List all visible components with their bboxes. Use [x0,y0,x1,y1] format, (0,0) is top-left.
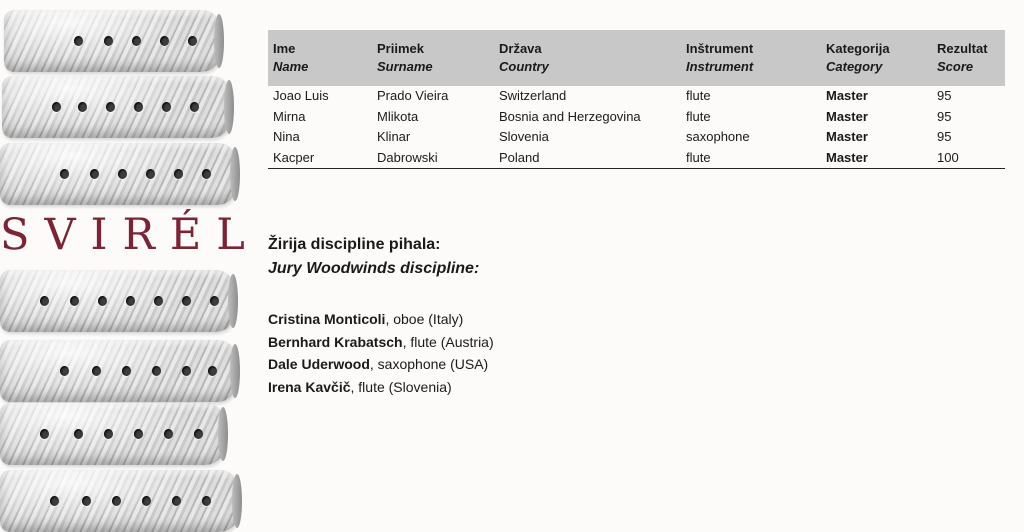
flute-hole-icon [112,496,121,506]
flute-hole-icon [182,366,191,376]
jury-section [268,233,868,398]
flute-hole-icon [152,366,161,376]
flute-hole-icon [122,366,131,376]
flute-hole-icon [164,429,173,439]
svirel-logo: SVIRÉL [0,210,260,260]
flute-hole-icon [104,429,113,439]
flute-icon [0,403,224,465]
jury-member-name: Dale Uderwood [268,356,370,372]
cell-instrument: flute [686,88,711,104]
jury-list [268,308,868,398]
cell-score: 100 [932,148,1005,169]
jury-member [268,353,868,376]
flute-icon [4,10,220,72]
flute-hole-icon [118,169,127,179]
table-row [268,107,1005,128]
header-score: Rezultat Score [932,30,1005,86]
cell-category: Master [826,88,868,104]
cell-country: Bosnia and Herzegovina [499,108,641,124]
flute-hole-icon [50,496,59,506]
flute-hole-icon [162,102,171,112]
flute-hole-icon [182,296,191,306]
table-header-row [268,30,1005,86]
jury-member [268,331,868,354]
jury-member-detail: , oboe (Italy) [385,311,464,327]
table-row [268,127,1005,148]
cell-score: 95 [937,108,952,124]
header-surname: Priimek Surname [372,30,494,86]
jury-member-detail: , saxophone (USA) [369,356,489,372]
flute-hole-icon [52,102,61,112]
flute-hole-icon [74,429,83,439]
header-name: Ime Name [268,30,372,86]
jury-title-english: Jury Woodwinds discipline: [268,260,480,277]
flute-hole-icon [98,296,107,306]
flute-hole-icon [142,496,151,506]
flute-hole-icon [106,102,115,112]
table-row [268,148,1005,169]
flute-icon [2,76,230,138]
flute-hole-icon [134,429,143,439]
cell-instrument: saxophone [686,129,750,145]
flute-hole-icon [40,296,49,306]
jury-member-name: Irena Kavčič [268,378,351,395]
flute-hole-icon [60,366,69,376]
flute-hole-icon [210,296,219,306]
flute-hole-icon [132,36,141,46]
flute-hole-icon [92,366,101,376]
decorative-sidebar [0,0,260,523]
flute-hole-icon [188,36,197,46]
cell-instrument: flute [686,108,711,124]
results-table [268,30,1005,169]
cell-name: Joao Luis [273,88,329,104]
flute-hole-icon [78,102,87,112]
jury-member-name: Cristina Monticoli [268,311,386,327]
cell-name: Mirna [273,108,306,124]
flute-hole-icon [82,496,91,506]
cell-score: 95 [937,129,952,145]
header-country: Država Country [494,30,681,86]
cell-surname: Prado Vieira [377,88,449,104]
flute-hole-icon [146,169,155,179]
cell-surname: Dabrowski [372,148,494,169]
cell-category: Master [826,129,868,145]
jury-member-detail: , flute (Slovenia) [350,378,452,395]
jury-member [268,376,868,399]
flute-icon [0,270,234,332]
cell-instrument: flute [681,148,821,169]
cell-category: Master [821,148,932,169]
header-instrument: Inštrument Instrument [681,30,821,86]
flute-hole-icon [160,36,169,46]
flute-hole-icon [134,102,143,112]
cell-country: Slovenia [499,129,549,145]
flute-hole-icon [202,496,211,506]
flute-hole-icon [190,102,199,112]
cell-name: Nina [273,129,300,145]
flute-icon [0,143,236,205]
jury-member [268,308,868,331]
flute-hole-icon [90,169,99,179]
flute-icon [0,340,236,402]
flute-hole-icon [202,169,211,179]
flute-hole-icon [208,366,217,376]
jury-title-slovene: Žirija discipline pihala: [268,236,441,253]
flute-hole-icon [194,429,203,439]
flute-hole-icon [174,169,183,179]
flute-hole-icon [60,169,69,179]
flute-hole-icon [74,36,83,46]
cell-country: Poland [494,148,681,169]
flute-hole-icon [104,36,113,46]
cell-surname: Mlikota [377,108,419,124]
header-category: Kategorija Category [821,30,932,86]
flute-hole-icon [40,429,49,439]
cell-name: Kacper [268,148,372,169]
flute-hole-icon [154,296,163,306]
jury-member-name: Bernhard Krabatsch [268,333,403,350]
flute-hole-icon [126,296,135,306]
flute-hole-icon [70,296,79,306]
flute-hole-icon [172,496,181,506]
cell-country: Switzerland [499,88,567,104]
cell-category: Master [826,108,868,124]
cell-score: 95 [937,88,952,104]
table-row [268,86,1005,107]
jury-member-detail: , flute (Austria) [402,333,494,350]
cell-surname: Klinar [377,129,411,145]
